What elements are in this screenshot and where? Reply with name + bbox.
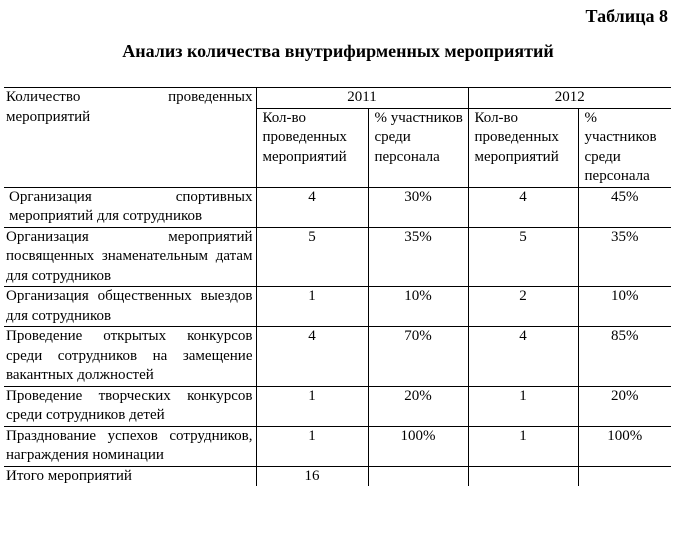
cell-count-2011: 4 [256, 327, 368, 387]
cell-percent-2011: 20% [368, 386, 468, 426]
cell-percent-2011: 35% [368, 227, 468, 287]
cell-count-2012: 1 [468, 386, 578, 426]
cell-count-2012: 5 [468, 227, 578, 287]
table-number: Таблица 8 [585, 6, 668, 26]
header-year-2011: 2011 [256, 88, 468, 109]
cell-count-2012: 1 [468, 426, 578, 466]
table-row [4, 386, 671, 426]
total-count-2011: 16 [256, 466, 368, 486]
cell-percent-2012: 45% [578, 187, 671, 227]
cell-percent-2012: 85% [578, 327, 671, 387]
row-label: Празднование успехов сотрудников, награждения номинации [4, 426, 256, 466]
total-row [4, 466, 671, 486]
table-row [4, 327, 671, 387]
header-row-label: Количество проведенных мероприятий [4, 88, 256, 188]
total-percent-2012 [578, 466, 671, 486]
cell-count-2011: 1 [256, 386, 368, 426]
total-percent-2011 [368, 466, 468, 486]
header-percent-2012: % участников среди персонала [578, 108, 671, 187]
row-label: Организация общественных выездов для сотрудников [4, 287, 256, 327]
cell-count-2012: 4 [468, 187, 578, 227]
header-row-years [4, 88, 671, 109]
header-percent-2011: % участников среди персонала [368, 108, 468, 187]
cell-count-2012: 4 [468, 327, 578, 387]
table-row [4, 287, 671, 327]
header-year-2012: 2012 [468, 88, 671, 109]
row-label: Проведение открытых конкурсов среди сотрудников на замещение вакантных должностей [4, 327, 256, 387]
row-label: Организация спортивных мероприятий для сотрудников [4, 187, 256, 227]
cell-percent-2012: 100% [578, 426, 671, 466]
total-count-2012 [468, 466, 578, 486]
cell-percent-2012: 20% [578, 386, 671, 426]
cell-percent-2011: 30% [368, 187, 468, 227]
cell-count-2011: 4 [256, 187, 368, 227]
cell-percent-2012: 35% [578, 227, 671, 287]
header-count-2011: Кол-во проведенных мероприятий [256, 108, 368, 187]
cell-count-2011: 1 [256, 287, 368, 327]
row-label: Организация мероприятий посвященных знаменательным датам для сотрудников [4, 227, 256, 287]
events-table [4, 87, 671, 486]
table-row [4, 187, 671, 227]
header-count-2012: Кол-во проведенных мероприятий [468, 108, 578, 187]
table-title: Анализ количества внутрифирменных мероприятий [122, 41, 554, 61]
total-label: Итого мероприятий [4, 466, 256, 486]
table-row [4, 426, 671, 466]
cell-percent-2011: 70% [368, 327, 468, 387]
cell-count-2011: 1 [256, 426, 368, 466]
table-row [4, 227, 671, 287]
row-label: Проведение творческих конкурсов среди сотрудников детей [4, 386, 256, 426]
cell-percent-2012: 10% [578, 287, 671, 327]
cell-count-2011: 5 [256, 227, 368, 287]
cell-percent-2011: 100% [368, 426, 468, 466]
cell-percent-2011: 10% [368, 287, 468, 327]
cell-count-2012: 2 [468, 287, 578, 327]
